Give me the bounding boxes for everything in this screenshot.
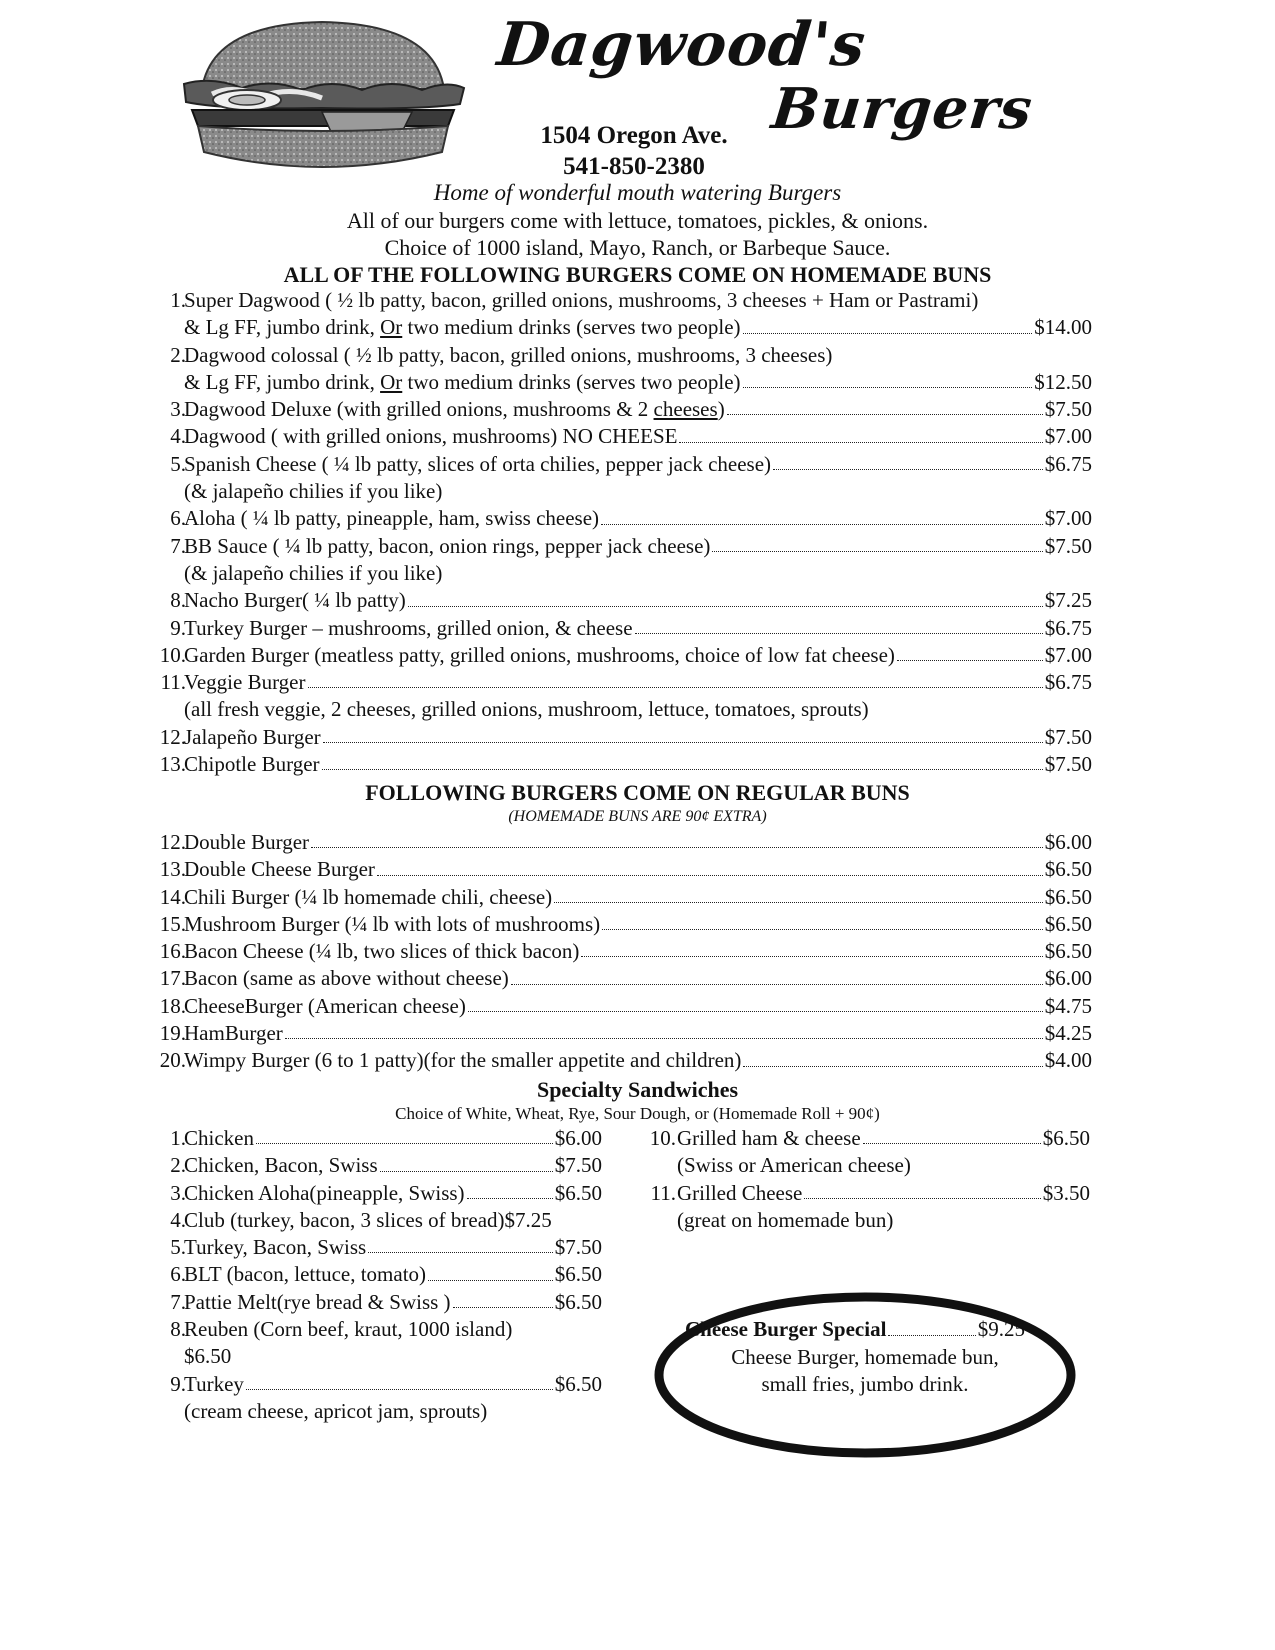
item-description-start: & Lg FF, jumbo drink,: [184, 369, 381, 394]
item-description: Wimpy Burger (6 to 1 patty)(for the smaller appetite and children): [184, 1048, 742, 1073]
item-number: 11.: [160, 670, 186, 695]
menu-item-row: [152, 1180, 602, 1207]
menu-item-row: [152, 938, 1092, 965]
regular-buns-note: (HOMEMADE BUNS ARE 90¢ EXTRA): [508, 808, 767, 825]
item-description: Chili Burger (¼ lb homemade chili, cheese): [184, 884, 553, 909]
item-price: $6.00: [1044, 966, 1092, 991]
special-line2: small fries, jumbo drink.: [761, 1372, 969, 1396]
menu-item-row: [152, 451, 1092, 478]
item-price: $6.50: [1044, 884, 1092, 909]
menu-item-row: [640, 1207, 1090, 1234]
item-price: $4.00: [1044, 1048, 1092, 1073]
dot-leader: [727, 396, 1043, 415]
regular-buns-heading: FOLLOWING BURGERS COME ON REGULAR BUNS: [365, 780, 910, 805]
item-description: Jalapeño Burger: [184, 724, 321, 749]
menu-item-row: [152, 1125, 602, 1152]
item-price: $6.50: [554, 1180, 602, 1205]
item-description: Grilled ham & cheese: [677, 1126, 861, 1150]
menu-item-row: [152, 396, 1092, 423]
dot-leader: [380, 1152, 553, 1171]
menu-item-row: [152, 615, 1092, 642]
dot-leader: [804, 1180, 1040, 1199]
item-description: Mushroom Burger (¼ lb with lots of mushrooms): [184, 911, 601, 936]
sandwich-bread-note: Choice of White, Wheat, Rye, Sour Dough, or (Homemade Roll + 90¢): [395, 1104, 880, 1123]
dot-leader: [601, 505, 1043, 524]
item-price: $7.25: [1044, 588, 1092, 613]
item-price: $6.75: [1044, 451, 1092, 476]
item-number: 6.: [170, 1262, 186, 1287]
item-underlined-word: cheeses: [653, 397, 718, 422]
dot-leader: [712, 533, 1042, 552]
menu-item-row: [152, 1020, 1092, 1047]
dot-leader: [554, 884, 1043, 903]
item-price: $14.00: [1034, 315, 1092, 340]
dot-leader: [368, 1234, 553, 1253]
dot-leader: [635, 615, 1043, 634]
address-block: [504, 120, 764, 182]
item-price: $6.50: [554, 1371, 602, 1396]
menu-item-row: [152, 1261, 602, 1288]
cheese-burger-special: [665, 1316, 1065, 1399]
menu-item-row: [152, 696, 1092, 723]
menu-item-row: [152, 724, 1092, 751]
item-number: 8.: [170, 1317, 186, 1342]
item-price: $7.50: [1044, 724, 1092, 749]
menu-item-row: [152, 1047, 1092, 1074]
item-number: 9.: [170, 615, 186, 640]
item-price: $3.50: [1042, 1180, 1090, 1205]
item-description: Chipotle Burger: [184, 752, 320, 777]
toppings-info: All of our burgers come with lettuce, tomatoes, pickles, & onions.: [346, 208, 929, 233]
item-price: $7.50: [554, 1153, 602, 1178]
sandwich-list-left: [152, 1125, 602, 1425]
item-price: $6.50: [1044, 857, 1092, 882]
item-underlined-word: Or: [380, 315, 403, 340]
item-price: $6.50: [554, 1289, 602, 1314]
item-number: 10.: [159, 642, 186, 667]
item-description: [184, 369, 741, 396]
menu-item-row: [640, 1180, 1090, 1207]
menu-item-row: [152, 993, 1092, 1020]
dot-leader: [511, 965, 1043, 984]
item-description: Chicken: [184, 1126, 254, 1150]
dot-leader: [308, 669, 1043, 688]
menu-item-row: [152, 369, 1092, 396]
item-description: (Swiss or American cheese): [677, 1153, 911, 1178]
item-description-start: Dagwood Deluxe (with grilled onions, mushrooms & 2: [184, 397, 654, 422]
item-number: 13.: [159, 857, 186, 882]
regular-burger-list: [152, 829, 1092, 1075]
menu-item-row: [152, 1398, 602, 1425]
dot-leader: [602, 911, 1043, 930]
menu-item-row: [152, 560, 1092, 587]
menu-item-row: [152, 1289, 602, 1316]
tagline: Home of wonderful mouth watering Burgers: [433, 180, 842, 205]
item-description: Grilled Cheese: [677, 1180, 803, 1205]
item-number: 10.: [649, 1126, 676, 1150]
item-price: $7.00: [1044, 424, 1092, 449]
item-description: (& jalapeño chilies if you like): [184, 479, 443, 504]
item-price: $7.50: [554, 1235, 602, 1260]
sandwich-heading: Specialty Sandwiches: [536, 1077, 739, 1102]
item-description: [184, 396, 725, 423]
dot-leader: [256, 1125, 553, 1144]
menu-item-row: [152, 1234, 602, 1261]
menu-item-row: [152, 1343, 602, 1370]
item-price: $7.50: [1044, 397, 1092, 422]
special-title: Cheese Burger Special: [685, 1317, 887, 1341]
item-number: 16.: [159, 939, 186, 964]
dot-leader: [679, 423, 1042, 442]
menu-item-row: [152, 533, 1092, 560]
sauce-info: Choice of 1000 island, Mayo, Ranch, or Barbeque Sauce.: [384, 235, 891, 260]
homemade-buns-heading: ALL OF THE FOLLOWING BURGERS COME ON HOMEMADE BUNS: [283, 262, 992, 287]
menu-item-row: [152, 587, 1092, 614]
item-number: 6.: [170, 506, 186, 531]
dot-leader: [453, 1289, 553, 1308]
item-description: Bacon (same as above without cheese): [184, 966, 509, 991]
special-line1: Cheese Burger, homemade bun,: [731, 1344, 999, 1369]
sandwich-list-right: [640, 1125, 1090, 1234]
dot-leader: [323, 724, 1043, 743]
dot-leader: [428, 1261, 553, 1280]
item-description: (& jalapeño chilies if you like): [184, 560, 443, 585]
menu-item-row: [152, 505, 1092, 532]
item-price: $6.50: [1044, 911, 1092, 936]
menu-item-row: [152, 1371, 602, 1398]
dot-leader: [467, 1180, 553, 1199]
menu-item-row: [152, 965, 1092, 992]
homemade-burger-list: [152, 287, 1092, 778]
item-number: 19.: [159, 1021, 186, 1046]
item-description: HamBurger: [184, 1021, 283, 1046]
item-number: 3.: [170, 397, 186, 422]
item-price: $6.50: [1042, 1126, 1090, 1150]
item-description: Turkey: [184, 1371, 244, 1396]
item-description: Double Burger: [184, 830, 310, 854]
menu-item-row: [152, 829, 1092, 856]
item-number: 12.: [159, 830, 186, 854]
item-number: 13.: [159, 752, 186, 777]
menu-item-row: [152, 669, 1092, 696]
menu-item-row: [152, 884, 1092, 911]
item-description: Super Dagwood ( ½ lb patty, bacon, grilled onions, mushrooms, 3 cheeses + Ham or Pastrami): [184, 288, 979, 312]
item-number: 1.: [170, 288, 186, 312]
item-price: $6.00: [554, 1126, 602, 1150]
dot-leader: [743, 1047, 1042, 1066]
item-price: $7.50: [1044, 533, 1092, 558]
burger-logo-image: [172, 14, 472, 179]
item-number: 3.: [170, 1180, 186, 1205]
item-description: Spanish Cheese ( ¼ lb patty, slices of orta chilies, pepper jack cheese): [184, 451, 772, 476]
item-description: Reuben (Corn beef, kraut, 1000 island): [184, 1317, 513, 1342]
dot-leader: [897, 642, 1043, 661]
item-number: 7.: [170, 1289, 186, 1314]
item-price: $4.25: [1044, 1021, 1092, 1046]
street-address: 1504 Oregon Ave.: [540, 122, 728, 149]
item-number: 5.: [170, 1235, 186, 1260]
item-description: (great on homemade bun): [677, 1207, 894, 1232]
item-price: $7.00: [1044, 642, 1092, 667]
dot-leader: [408, 587, 1043, 606]
item-number: 7.: [170, 533, 186, 558]
dot-leader: [581, 938, 1042, 957]
menu-item-row: [152, 856, 1092, 883]
menu-item-row: [152, 642, 1092, 669]
item-number: 8.: [170, 588, 186, 613]
item-description: Club (turkey, bacon, 3 slices of bread)$7.25: [184, 1207, 552, 1232]
item-description: Pattie Melt(rye bread & Swiss ): [184, 1289, 451, 1314]
phone-number: 541-850-2380: [563, 153, 705, 180]
item-description-end: ): [717, 397, 725, 422]
item-number: 17.: [159, 966, 186, 991]
dot-leader: [322, 751, 1043, 770]
item-description: Turkey, Bacon, Swiss: [184, 1235, 367, 1260]
menu-item-row: [152, 314, 1092, 341]
menu-item-row: [152, 287, 1092, 314]
item-description: Nacho Burger( ¼ lb patty): [184, 588, 406, 613]
dot-leader: [246, 1371, 553, 1390]
item-description-end: two medium drinks (serves two people): [402, 315, 741, 340]
item-description-start: & Lg FF, jumbo drink,: [184, 315, 381, 340]
item-price: $12.50: [1034, 369, 1092, 394]
item-description: Veggie Burger: [184, 670, 306, 695]
item-underlined-word: Or: [380, 369, 403, 394]
item-number: 4.: [170, 1207, 186, 1232]
item-description: CheeseBurger (American cheese): [184, 993, 466, 1018]
menu-item-row: [152, 1207, 602, 1234]
item-number: 11.: [650, 1180, 676, 1205]
item-number: 15.: [159, 911, 186, 936]
dot-leader: [743, 369, 1033, 388]
item-description: Bacon Cheese (¼ lb, two slices of thick bacon): [184, 939, 580, 964]
item-description: Garden Burger (meatless patty, grilled onions, mushrooms, choice of low fat cheese): [184, 642, 895, 667]
special-price: $9.25: [977, 1317, 1025, 1341]
dot-leader: [743, 314, 1033, 333]
menu-item-row: [152, 478, 1092, 505]
dot-leader: [311, 829, 1043, 848]
item-description: Double Cheese Burger: [184, 857, 375, 882]
menu-item-row: [152, 751, 1092, 778]
item-price: $7.00: [1044, 506, 1092, 531]
item-number: 1.: [170, 1126, 186, 1150]
item-number: 12.: [159, 724, 186, 749]
menu-item-row: [640, 1152, 1090, 1179]
item-description: BB Sauce ( ¼ lb patty, bacon, onion rings, pepper jack cheese): [184, 533, 711, 558]
dot-leader: [285, 1020, 1043, 1039]
item-description: Chicken Aloha(pineapple, Swiss): [184, 1180, 465, 1205]
item-price: $4.75: [1044, 993, 1092, 1018]
item-description: $6.50: [184, 1344, 232, 1369]
item-number: 2.: [170, 342, 186, 367]
item-description: Turkey Burger – mushrooms, grilled onion, & cheese: [184, 615, 633, 640]
item-description: Dagwood ( with grilled onions, mushrooms) NO CHEESE: [184, 424, 678, 449]
item-number: 4.: [170, 424, 186, 449]
item-description: (all fresh veggie, 2 cheeses, grilled onions, mushroom, lettuce, tomatoes, sprouts): [184, 697, 869, 722]
item-description: Chicken, Bacon, Swiss: [184, 1153, 378, 1178]
item-number: 20.: [159, 1048, 186, 1073]
menu-item-row: [152, 1316, 602, 1343]
item-price: $6.50: [1044, 939, 1092, 964]
item-number: 2.: [170, 1153, 186, 1178]
item-description-end: two medium drinks (serves two people): [402, 369, 741, 394]
item-price: $6.75: [1044, 615, 1092, 640]
menu-item-row: [152, 423, 1092, 450]
dot-leader: [888, 1316, 975, 1336]
item-description: Dagwood colossal ( ½ lb patty, bacon, grilled onions, mushrooms, 3 cheeses): [184, 342, 833, 367]
item-description: Aloha ( ¼ lb patty, pineapple, ham, swiss cheese): [184, 506, 600, 531]
dot-leader: [773, 451, 1043, 470]
item-number: 18.: [159, 993, 186, 1018]
item-number: 14.: [159, 884, 186, 909]
item-description: (cream cheese, apricot jam, sprouts): [184, 1398, 488, 1423]
menu-item-row: [152, 911, 1092, 938]
brand-name-line2: Burgers: [768, 76, 1036, 142]
item-number: 5.: [170, 451, 186, 476]
menu-item-row: [152, 342, 1092, 369]
brand-name-line1: Dagwood's: [494, 10, 870, 80]
item-description: BLT (bacon, lettuce, tomato): [184, 1262, 427, 1287]
item-number: 9.: [170, 1371, 186, 1396]
item-price: $6.00: [1044, 830, 1092, 854]
dot-leader: [468, 993, 1043, 1012]
dot-leader: [377, 856, 1043, 875]
menu-item-row: [640, 1125, 1090, 1152]
item-price: $6.50: [554, 1262, 602, 1287]
menu-item-row: [152, 1152, 602, 1179]
item-price: $6.75: [1044, 670, 1092, 695]
item-description: [184, 314, 741, 341]
item-price: $7.50: [1044, 752, 1092, 777]
dot-leader: [863, 1125, 1041, 1144]
